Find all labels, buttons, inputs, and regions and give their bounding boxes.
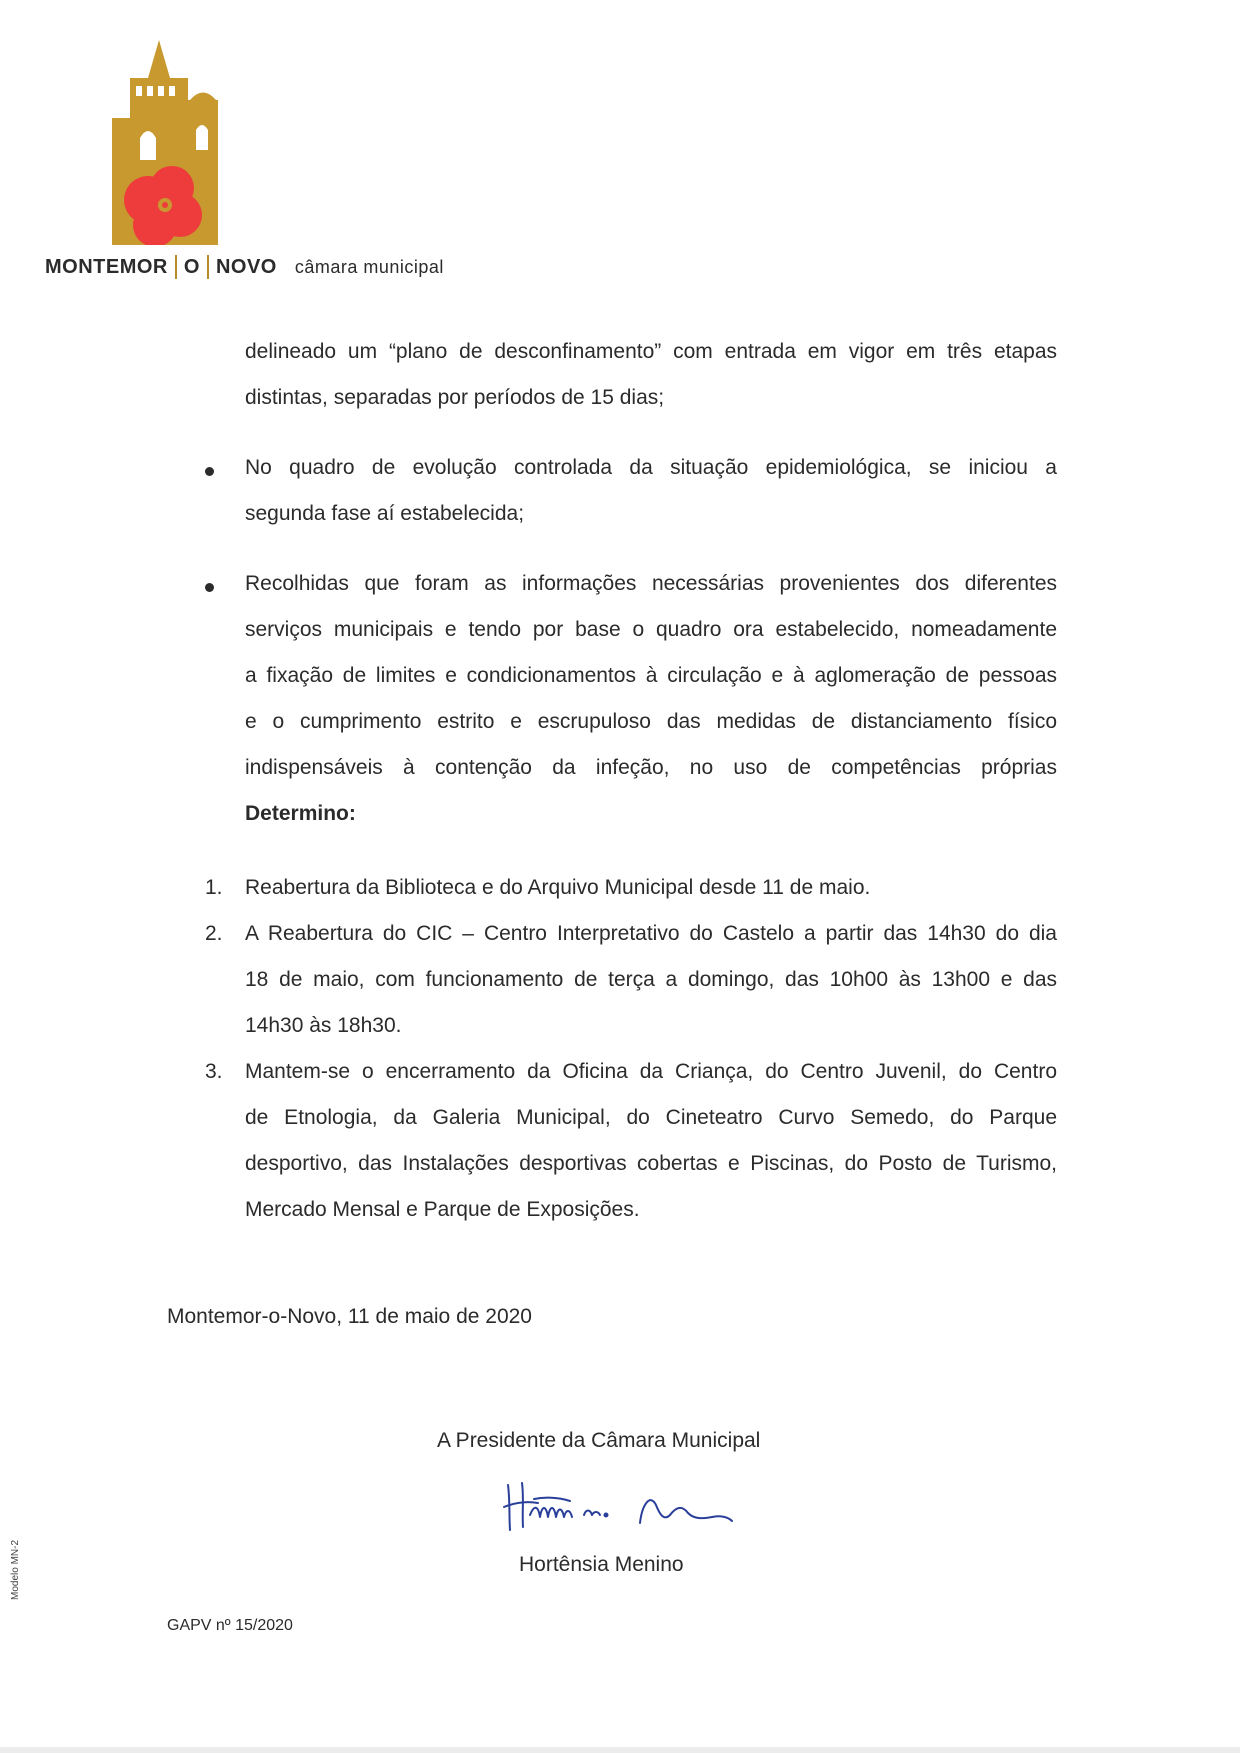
scan-edge	[0, 1747, 1240, 1753]
bullet-icon	[205, 583, 214, 592]
bullet-paragraph	[245, 445, 1057, 537]
text-line: segunda fase aí estabelecida;	[245, 502, 525, 525]
signer-name: Hortênsia Menino	[519, 1553, 684, 1576]
list-number: 2.	[205, 922, 223, 945]
model-label: Modelo MN-2	[10, 1539, 21, 1600]
numbered-item	[245, 865, 1057, 911]
determino-heading: Determino:	[245, 802, 356, 825]
brand-separator	[207, 255, 209, 279]
place-date: Montemor-o-Novo, 11 de maio de 2020	[167, 1305, 532, 1328]
text-line: distintas, separadas por períodos de 15 dias;	[245, 386, 665, 409]
text-line: delineado um “plano de desconfinamento” com entrada em vigor em três etapas	[245, 340, 1057, 363]
intro-paragraph	[245, 329, 1057, 421]
text-line: No quadro de evolução controlada da situação epidemiológica, se iniciou a	[245, 456, 1057, 479]
brand-word-novo: NOVO	[215, 255, 277, 278]
text-line: Mantem-se o encerramento da Oficina da Criança, do Centro Juvenil, do Centro	[245, 1060, 1057, 1083]
text-line: de Etnologia, da Galeria Municipal, do Cineteatro Curvo Semedo, do Parque	[245, 1106, 1057, 1129]
bullet-paragraph	[245, 561, 1057, 837]
list-number: 1.	[205, 876, 223, 899]
bullet-icon	[205, 467, 214, 476]
numbered-item	[245, 911, 1057, 1049]
text-line: Mercado Mensal e Parque de Exposições.	[245, 1198, 640, 1221]
text-line: Recolhidas que foram as informações necessárias provenientes dos diferentes	[245, 572, 1057, 595]
text-line: desportivo, das Instalações desportivas cobertas e Piscinas, do Posto de Turismo,	[245, 1152, 1057, 1175]
text-line: e o cumprimento estrito e escrupuloso das medidas de distanciamento físico	[245, 710, 1057, 733]
signer-title: A Presidente da Câmara Municipal	[437, 1429, 761, 1452]
text-line: 18 de maio, com funcionamento de terça a domingo, das 10h00 às 13h00 e das	[245, 968, 1057, 991]
brand-word-montemor: MONTEMOR	[45, 255, 168, 278]
text-line: indispensáveis à contenção da infeção, no uso de competências próprias	[245, 756, 1057, 779]
handwritten-signature	[500, 1475, 740, 1535]
brand-subtitle: câmara municipal	[294, 256, 444, 277]
brand-separator	[175, 255, 177, 279]
text-line: 14h30 às 18h30.	[245, 1014, 402, 1037]
municipality-brand	[45, 255, 444, 279]
text-line: a fixação de limites e condicionamentos à circulação e à aglomeração de pessoas	[245, 664, 1057, 687]
numbered-item	[245, 1049, 1057, 1233]
montemor-castle-poppy-logo	[110, 40, 225, 245]
brand-word-o: O	[183, 255, 200, 278]
list-number: 3.	[205, 1060, 223, 1083]
document-reference: GAPV nº 15/2020	[167, 1617, 293, 1634]
text-line: serviços municipais e tendo por base o quadro ora estabelecido, nomeadamente	[245, 618, 1057, 641]
text-line: A Reabertura do CIC – Centro Interpretativo do Castelo a partir das 14h30 do dia	[245, 922, 1057, 945]
text-line: Reabertura da Biblioteca e do Arquivo Municipal desde 11 de maio.	[245, 876, 871, 899]
